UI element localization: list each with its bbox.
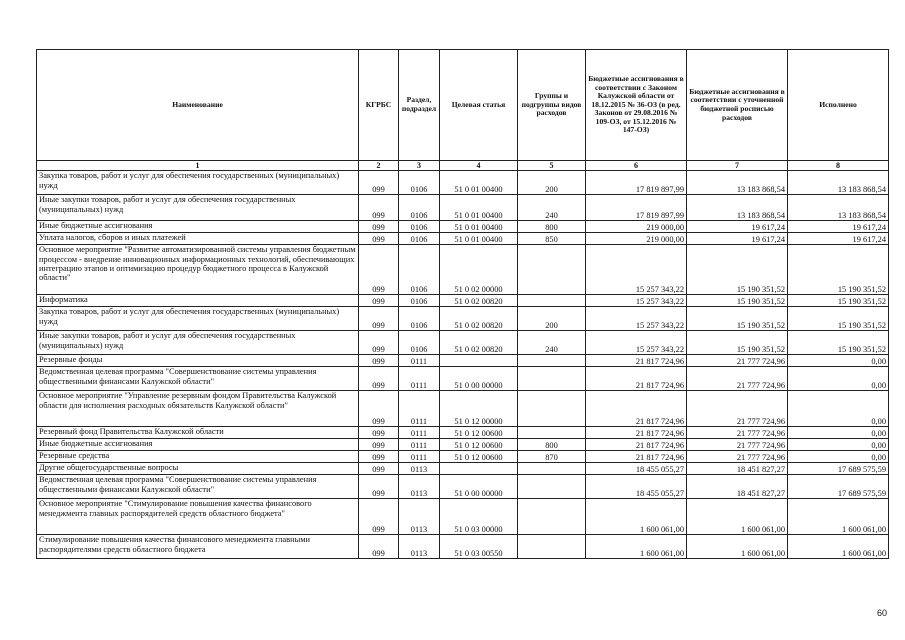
- row-name: Иные бюджетные ассигнования: [37, 439, 359, 451]
- row-revised-amount: 18 451 827,27: [687, 475, 788, 499]
- row-executed-amount: 0,00: [788, 355, 889, 367]
- row-executed-amount: 15 190 351,52: [788, 307, 889, 331]
- table-row: [37, 451, 889, 463]
- col-number: 8: [788, 161, 889, 171]
- row-kgrbs: 099: [359, 171, 399, 195]
- row-section: 0111: [399, 355, 440, 367]
- row-target: 51 0 02 00820: [440, 295, 518, 307]
- row-target: 51 0 02 00820: [440, 331, 518, 355]
- row-name: Основное мероприятие "Развитие автоматизированной системы управления бюджетным процессом - внедрение инновационных информационных технологий, обеспечивающих интеграцию этапов и оптимизацию процедур бюджетного процесса в Калужской области": [37, 245, 359, 295]
- table-row: [37, 233, 889, 245]
- col-number: 1: [37, 161, 359, 171]
- row-law-amount: 21 817 724,96: [586, 355, 687, 367]
- header-kgrbs: КГРБС: [359, 50, 399, 161]
- row-kgrbs: 099: [359, 367, 399, 391]
- row-executed-amount: 1 600 061,00: [788, 499, 889, 535]
- row-kgrbs: 099: [359, 475, 399, 499]
- row-executed-amount: 17 689 575,59: [788, 463, 889, 475]
- row-revised-amount: 21 777 724,96: [687, 427, 788, 439]
- row-section: 0113: [399, 475, 440, 499]
- table-row: [37, 499, 889, 535]
- table-row: [37, 245, 889, 295]
- row-law-amount: 15 257 343,22: [586, 295, 687, 307]
- row-section: 0106: [399, 221, 440, 233]
- row-section: 0113: [399, 499, 440, 535]
- row-group: 240: [518, 195, 586, 221]
- row-section: 0106: [399, 171, 440, 195]
- row-section: 0106: [399, 295, 440, 307]
- row-section: 0106: [399, 195, 440, 221]
- row-target: 51 0 01 00400: [440, 233, 518, 245]
- row-target: 51 0 01 00400: [440, 221, 518, 233]
- row-section: 0106: [399, 331, 440, 355]
- row-law-amount: 15 257 343,22: [586, 331, 687, 355]
- row-section: 0111: [399, 391, 440, 427]
- row-group: [518, 499, 586, 535]
- row-executed-amount: 1 600 061,00: [788, 535, 889, 559]
- row-law-amount: 15 257 343,22: [586, 307, 687, 331]
- row-law-amount: 1 600 061,00: [586, 499, 687, 535]
- row-executed-amount: 19 617,24: [788, 221, 889, 233]
- row-group: 870: [518, 451, 586, 463]
- row-name: Резервные фонды: [37, 355, 359, 367]
- row-revised-amount: 15 190 351,52: [687, 331, 788, 355]
- header-allocations-revised: Бюджетные ассигнования в соответствии с уточненной бюджетной росписью расходов: [687, 50, 788, 161]
- row-law-amount: 21 817 724,96: [586, 391, 687, 427]
- header-section: Раздел, подраздел: [399, 50, 440, 161]
- table-row: [37, 221, 889, 233]
- row-executed-amount: 15 190 351,52: [788, 331, 889, 355]
- row-kgrbs: 099: [359, 499, 399, 535]
- row-executed-amount: 0,00: [788, 367, 889, 391]
- row-target: 51 0 00 00000: [440, 475, 518, 499]
- row-executed-amount: 0,00: [788, 427, 889, 439]
- row-group: 800: [518, 439, 586, 451]
- row-section: 0111: [399, 451, 440, 463]
- row-section: 0106: [399, 307, 440, 331]
- row-revised-amount: 18 451 827,27: [687, 463, 788, 475]
- row-name: Другие общегосударственные вопросы: [37, 463, 359, 475]
- row-revised-amount: 15 190 351,52: [687, 245, 788, 295]
- table-row: [37, 391, 889, 427]
- row-group: [518, 367, 586, 391]
- table-body: [37, 171, 889, 559]
- row-kgrbs: 099: [359, 331, 399, 355]
- row-law-amount: 15 257 343,22: [586, 245, 687, 295]
- row-executed-amount: 19 617,24: [788, 233, 889, 245]
- row-name: Основное мероприятие "Стимулирование повышения качества финансового менеджмента главных распорядителей средств областного бюджета": [37, 499, 359, 535]
- row-law-amount: 219 000,00: [586, 221, 687, 233]
- row-kgrbs: 099: [359, 295, 399, 307]
- row-revised-amount: 21 777 724,96: [687, 355, 788, 367]
- table-row: [37, 463, 889, 475]
- col-number: 7: [687, 161, 788, 171]
- row-name: Ведомственная целевая программа "Совершенствование системы управления общественными финансами Калужской области": [37, 475, 359, 499]
- row-target: 51 0 03 00550: [440, 535, 518, 559]
- row-law-amount: 18 455 055,27: [586, 463, 687, 475]
- row-group: [518, 475, 586, 499]
- budget-table: [36, 49, 889, 559]
- row-name: Иные закупки товаров, работ и услуг для обеспечения государственных (муниципальных) нужд: [37, 195, 359, 221]
- row-section: 0113: [399, 463, 440, 475]
- row-revised-amount: 13 183 868,54: [687, 195, 788, 221]
- row-group: [518, 391, 586, 427]
- row-law-amount: 21 817 724,96: [586, 439, 687, 451]
- row-group: [518, 463, 586, 475]
- row-kgrbs: 099: [359, 355, 399, 367]
- row-group: [518, 535, 586, 559]
- row-name: Закупка товаров, работ и услуг для обеспечения государственных (муниципальных) нужд: [37, 171, 359, 195]
- row-group: 200: [518, 171, 586, 195]
- row-revised-amount: 21 777 724,96: [687, 367, 788, 391]
- table-row: [37, 295, 889, 307]
- row-group: 800: [518, 221, 586, 233]
- row-executed-amount: 0,00: [788, 439, 889, 451]
- table-row: [37, 427, 889, 439]
- row-executed-amount: 0,00: [788, 391, 889, 427]
- row-revised-amount: 19 617,24: [687, 221, 788, 233]
- row-target: 51 0 02 00820: [440, 307, 518, 331]
- row-section: 0111: [399, 439, 440, 451]
- header-name: Наименование: [37, 50, 359, 161]
- row-kgrbs: 099: [359, 307, 399, 331]
- row-law-amount: 17 819 897,99: [586, 171, 687, 195]
- row-executed-amount: 15 190 351,52: [788, 295, 889, 307]
- row-target: 51 0 01 00400: [440, 195, 518, 221]
- row-executed-amount: 13 183 868,54: [788, 195, 889, 221]
- table-row: [37, 331, 889, 355]
- table-row: [37, 355, 889, 367]
- row-revised-amount: 21 777 724,96: [687, 391, 788, 427]
- row-revised-amount: 1 600 061,00: [687, 499, 788, 535]
- row-revised-amount: 1 600 061,00: [687, 535, 788, 559]
- row-name: Закупка товаров, работ и услуг для обеспечения государственных (муниципальных) нужд: [37, 307, 359, 331]
- row-revised-amount: 21 777 724,96: [687, 439, 788, 451]
- table-row: [37, 195, 889, 221]
- header-target: Целевая статья: [440, 50, 518, 161]
- row-revised-amount: 15 190 351,52: [687, 295, 788, 307]
- row-name: Резервные средства: [37, 451, 359, 463]
- row-name: Уплата налогов, сборов и иных платежей: [37, 233, 359, 245]
- row-kgrbs: 099: [359, 427, 399, 439]
- column-number-row: [37, 161, 889, 171]
- row-group: [518, 245, 586, 295]
- row-kgrbs: 099: [359, 451, 399, 463]
- table-row: [37, 439, 889, 451]
- row-name: Иные бюджетные ассигнования: [37, 221, 359, 233]
- row-target: [440, 463, 518, 475]
- row-law-amount: 219 000,00: [586, 233, 687, 245]
- row-executed-amount: 0,00: [788, 451, 889, 463]
- row-law-amount: 18 455 055,27: [586, 475, 687, 499]
- header-allocations-law: Бюджетные ассигнования в соответствии с Законом Калужской области от 18.12.2015 № 36-ОЗ (в ред. Законов от 29.08.2016 № 109-ОЗ, от 15.12.2016 № 147-ОЗ): [586, 50, 687, 161]
- row-name: Основное мероприятие "Управление резервным фондом Правительства Калужской области для исполнения расходных обязательств Калужской области": [37, 391, 359, 427]
- row-kgrbs: 099: [359, 233, 399, 245]
- row-name: Резервный фонд Правительства Калужской области: [37, 427, 359, 439]
- row-name: Стимулирование повышения качества финансового менеджмента главными распорядителями средств областного бюджета: [37, 535, 359, 559]
- row-name: Ведомственная целевая программа "Совершенствование системы управления общественными финансами Калужской области": [37, 367, 359, 391]
- row-section: 0113: [399, 535, 440, 559]
- row-kgrbs: 099: [359, 463, 399, 475]
- row-executed-amount: 13 183 868,54: [788, 171, 889, 195]
- row-section: 0106: [399, 233, 440, 245]
- row-kgrbs: 099: [359, 195, 399, 221]
- table-row: [37, 171, 889, 195]
- row-section: 0106: [399, 245, 440, 295]
- row-revised-amount: 13 183 868,54: [687, 171, 788, 195]
- row-kgrbs: 099: [359, 245, 399, 295]
- row-target: 51 0 12 00600: [440, 427, 518, 439]
- col-number: 6: [586, 161, 687, 171]
- row-law-amount: 17 819 897,99: [586, 195, 687, 221]
- row-target: 51 0 01 00400: [440, 171, 518, 195]
- row-name: Иные закупки товаров, работ и услуг для обеспечения государственных (муниципальных) нужд: [37, 331, 359, 355]
- row-revised-amount: 15 190 351,52: [687, 307, 788, 331]
- row-kgrbs: 099: [359, 439, 399, 451]
- row-group: [518, 295, 586, 307]
- row-target: 51 0 03 00000: [440, 499, 518, 535]
- row-kgrbs: 099: [359, 221, 399, 233]
- row-name: Информатика: [37, 295, 359, 307]
- row-target: 51 0 12 00600: [440, 439, 518, 451]
- row-executed-amount: 15 190 351,52: [788, 245, 889, 295]
- row-group: 850: [518, 233, 586, 245]
- row-target: [440, 355, 518, 367]
- row-group: [518, 427, 586, 439]
- row-group: [518, 355, 586, 367]
- row-kgrbs: 099: [359, 535, 399, 559]
- row-target: 51 0 00 00000: [440, 367, 518, 391]
- row-target: 51 0 12 00000: [440, 391, 518, 427]
- table-row: [37, 367, 889, 391]
- row-target: 51 0 12 00600: [440, 451, 518, 463]
- col-number: 4: [440, 161, 518, 171]
- row-revised-amount: 19 617,24: [687, 233, 788, 245]
- row-law-amount: 21 817 724,96: [586, 451, 687, 463]
- header-executed: Исполнено: [788, 50, 889, 161]
- row-executed-amount: 17 689 575,59: [788, 475, 889, 499]
- row-section: 0111: [399, 367, 440, 391]
- table-row: [37, 475, 889, 499]
- row-group: 200: [518, 307, 586, 331]
- row-revised-amount: 21 777 724,96: [687, 451, 788, 463]
- row-group: 240: [518, 331, 586, 355]
- row-section: 0111: [399, 427, 440, 439]
- row-law-amount: 1 600 061,00: [586, 535, 687, 559]
- page-number: 60: [876, 608, 887, 618]
- header-row: [37, 50, 889, 161]
- header-groups: Группы и подгруппы видов расходов: [518, 50, 586, 161]
- col-number: 5: [518, 161, 586, 171]
- row-law-amount: 21 817 724,96: [586, 367, 687, 391]
- table-row: [37, 535, 889, 559]
- table-row: [37, 307, 889, 331]
- row-law-amount: 21 817 724,96: [586, 427, 687, 439]
- row-kgrbs: 099: [359, 391, 399, 427]
- row-target: 51 0 02 00000: [440, 245, 518, 295]
- col-number: 2: [359, 161, 399, 171]
- col-number: 3: [399, 161, 440, 171]
